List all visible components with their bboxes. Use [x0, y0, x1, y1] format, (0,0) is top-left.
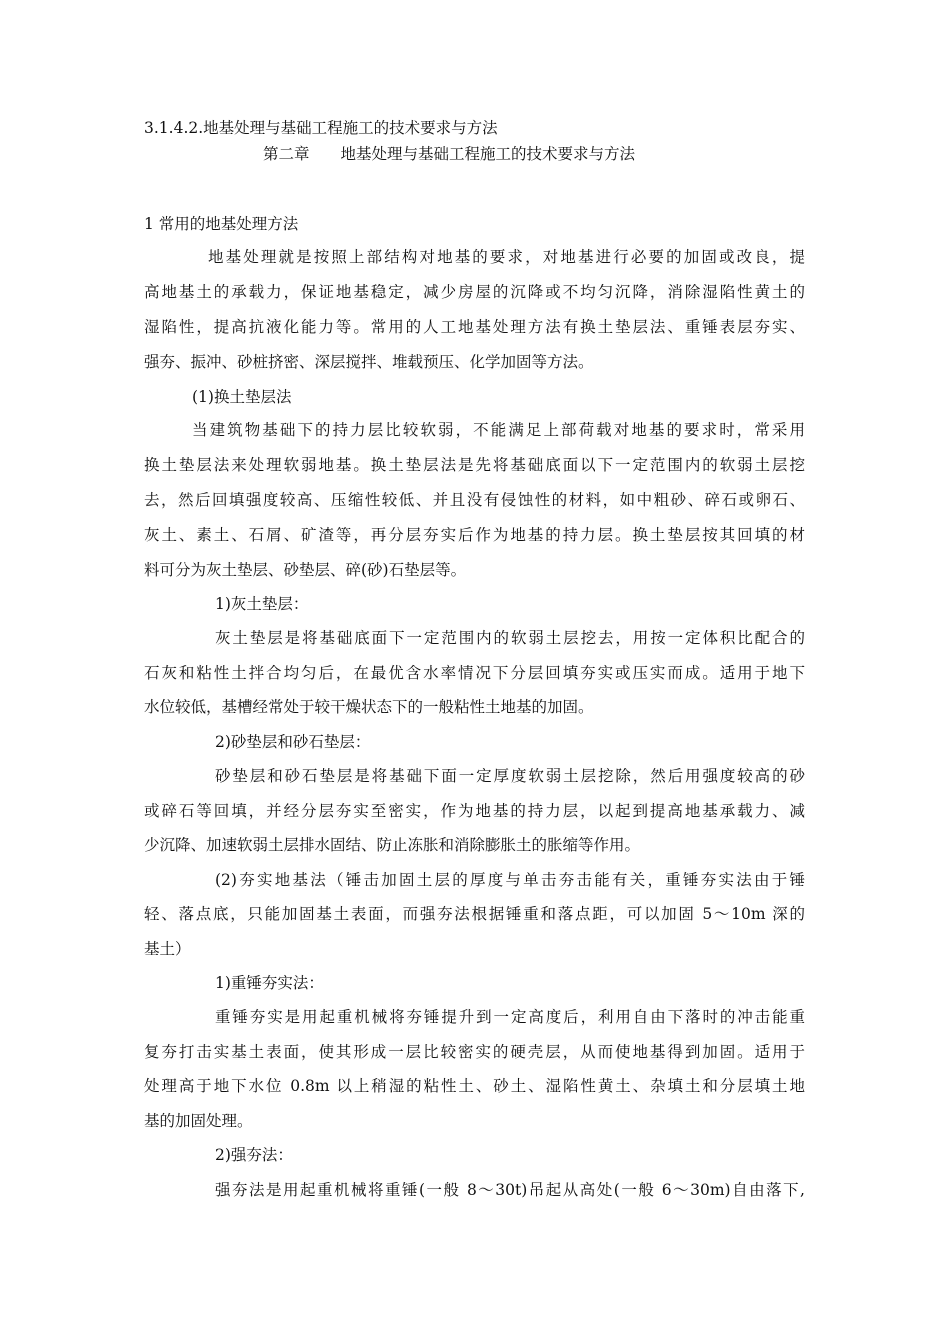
subsection-1-2-line-3: 少沉降、加速软弱土层排水固结、防止冻胀和消除膨胀土的胀缩等作用。 [144, 836, 641, 854]
subsection-2-2-line-1: 强夯法是用起重机械将重锤(一般 8～30t)吊起从高处(一般 6～30m)自由落下, [215, 1181, 805, 1199]
subsection-1-1-title: 1)灰土垫层： [215, 595, 309, 613]
subsection-1-line-3: 去，然后回填强度较高、压缩性较低、并且没有侵蚀性的材料，如中粗砂、碎石或卵石、 [144, 491, 805, 509]
subsection-2-1-line-3: 处理高于地下水位 0.8m 以上稍湿的粘性土、砂土、湿陷性黄土、杂填土和分层填土地 [144, 1077, 805, 1095]
subsection-2-line-3: 基土） [144, 940, 191, 958]
section-number: 3.1.4.2.地基处理与基础工程施工的技术要求与方法 [144, 119, 498, 137]
intro-line-3: 湿陷性，提高抗液化能力等。常用的人工地基处理方法有换土垫层法、重锤表层夯实、 [144, 318, 805, 336]
subsection-2-line-2: 轻、落点底，只能加固基土表面，而强夯法根据锤重和落点距，可以加固 5～10m 深的 [144, 905, 805, 923]
subsection-1-1-line-1: 灰土垫层是将基础底面下一定范围内的软弱土层挖去，用按一定体积比配合的 [215, 629, 805, 647]
subsection-1-title: (1)换土垫层法 [192, 388, 292, 406]
subsection-2-1-line-1: 重锤夯实是用起重机械将夯锤提升到一定高度后，利用自由下落时的冲击能重 [215, 1008, 805, 1026]
subsection-1-2-line-1: 砂垫层和砂石垫层是将基础下面一定厚度软弱土层挖除，然后用强度较高的砂 [215, 767, 805, 785]
subsection-2-line-1: (2)夯实地基法（锤击加固土层的厚度与单击夯击能有关，重锤夯实法由于锤 [215, 871, 805, 889]
subsection-1-1-line-3: 水位较低，基槽经常处于较干燥状态下的一般粘性土地基的加固。 [144, 698, 594, 716]
intro-line-2: 高地基土的承载力，保证地基稳定，减少房屋的沉降或不均匀沉降，消除湿陷性黄土的 [144, 283, 805, 301]
subsection-1-2-line-2: 或碎石等回填，并经分层夯实至密实，作为地基的持力层，以起到提高地基承载力、减 [144, 802, 805, 820]
subsection-1-2-title: 2)砂垫层和砂石垫层： [215, 733, 371, 751]
subsection-1-1-line-2: 石灰和粘性土拌合均匀后，在最优含水率情况下分层回填夯实或压实而成。适用于地下 [144, 664, 805, 682]
subsection-1-line-4: 灰土、素土、石屑、矿渣等，再分层夯实后作为地基的持力层。换土垫层按其回填的材 [144, 526, 805, 544]
subsection-1-line-1: 当建筑物基础下的持力层比较软弱，不能满足上部荷载对地基的要求时，常采用 [192, 421, 805, 439]
subsection-2-1-line-4: 基的加固处理。 [144, 1112, 253, 1130]
subsection-1-line-2: 换土垫层法来处理软弱地基。换土垫层法是先将基础底面以下一定范围内的软弱土层挖 [144, 456, 805, 474]
heading-common-methods: 1 常用的地基处理方法 [144, 215, 299, 233]
subsection-2-2-title: 2)强夯法： [215, 1146, 293, 1164]
chapter-title: 第二章 地基处理与基础工程施工的技术要求与方法 [263, 145, 636, 163]
subsection-2-1-title: 1)重锤夯实法： [215, 974, 324, 992]
intro-line-4: 强夯、振冲、砂桩挤密、深层搅拌、堆载预压、化学加固等方法。 [144, 353, 594, 371]
intro-line-1: 地基处理就是按照上部结构对地基的要求，对地基进行必要的加固或改良，提 [208, 248, 805, 266]
subsection-2-1-line-2: 复夯打击实基土表面，使其形成一层比较密实的硬壳层，从而使地基得到加固。适用于 [144, 1043, 805, 1061]
subsection-1-line-5: 料可分为灰土垫层、砂垫层、碎(砂)石垫层等。 [144, 561, 467, 579]
